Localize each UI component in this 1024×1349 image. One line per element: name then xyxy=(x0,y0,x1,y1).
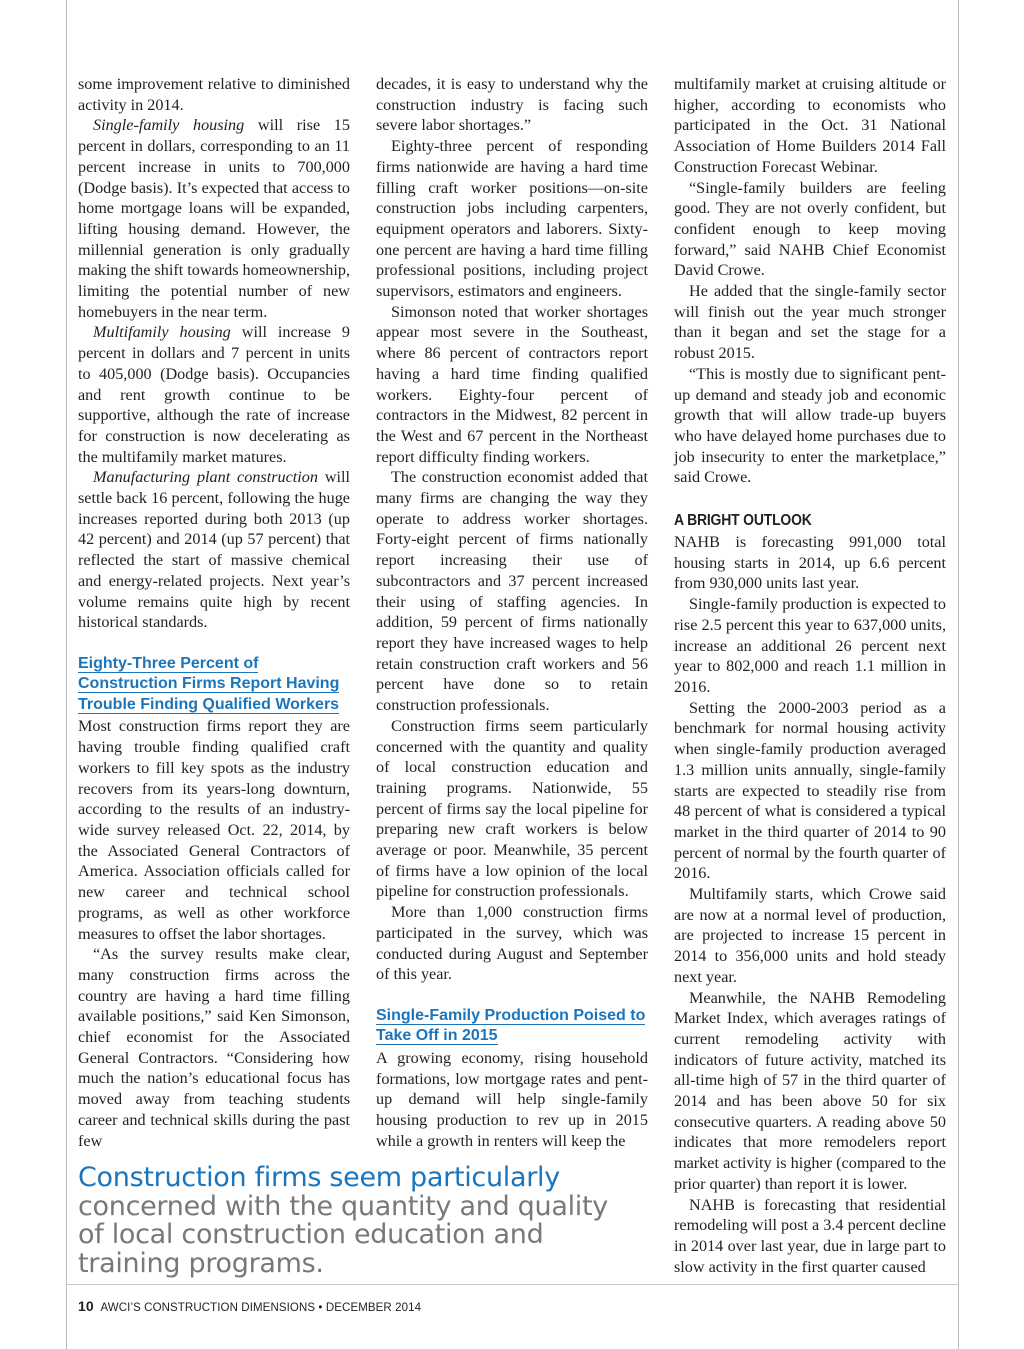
section-heading-workers xyxy=(78,654,350,716)
paragraph: NAHB is forecasting 991,000 total housing starts in 2014, up 6.6 percent from 930,000 units last year. xyxy=(674,533,946,593)
section-heading-text: Eighty-Three Percent of Construction Firms Report Having Trouble Finding Qualified Workers xyxy=(78,654,340,713)
paragraph: Construction firms seem particularly concerned with the quantity and quality of local construction education and training programs. Nationwide, 55 percent of firms say the local pipeline for preparing new craft workers is below average or poor. Meanwhile, 35 percent of firms have a low opinion of the local pipeline for construction professionals. xyxy=(376,716,648,901)
paragraph-text: will increase 9 percent in dollars and 7 percent in units to 405,000 (Dodge basis). Occupancies and rent growth continue to be supportive, although the rate of increase for construction is now decelerating as the multifamily market matures. xyxy=(78,323,351,466)
paragraph: He added that the single-family sector will finish out the year much stronger than it began and set the stage for a robust 2015. xyxy=(674,282,946,363)
article-column-1 xyxy=(78,74,350,1151)
left-margin-rule xyxy=(66,0,67,1349)
paragraph: A growing economy, rising household formations, low mortgage rates and pent-up demand will help single-family housing production to rev up in 2015 while a growth in renters will keep the xyxy=(376,1048,648,1150)
paragraph: Most construction firms report they are having trouble finding qualified craft workers to fill key spots as the industry recovers from its years-long downturn, according to the results of an industry-wide survey released Oct. 22, 2014, by the Associated General Contractors of America. Association officials called for new career and technical school programs, as well as other workforce measures to offset the labor shortages. xyxy=(78,717,350,943)
paragraph: More than 1,000 construction firms participated in the survey, which was conducted during August and September of this year. xyxy=(376,903,648,984)
section-heading-bright-outlook: A BRIGHT OUTLOOK xyxy=(674,512,812,530)
page-footer xyxy=(78,1298,421,1314)
paragraph: Setting the 2000-2003 period as a benchmark for normal housing activity when single-family production averaged 1.3 million units annually, single-family starts are expected to steadily rise from 48 percent of what is considered a typical market in the third quarter of 2014 to 90 percent of normal by the fourth quarter of 2016. xyxy=(674,698,946,883)
paragraph: some improvement relative to diminished activity in 2014. xyxy=(78,75,350,114)
pull-quote xyxy=(78,1164,638,1278)
paragraph: “As the survey results make clear, many construction firms across the country are having a hard time filling available positions,” said Ken Simonson, chief economist for the Associated General Contractors. “Considering how much the nation’s educational focus has moved away from teaching students career and technical skills during the past few xyxy=(78,945,350,1150)
paragraph-text: will rise 15 percent in dollars, corresponding to an 11 percent increase in units to 700,000 (Dodge basis). It’s expected that access to home mortgage loans will be expanded, lifting housing demand. However, the millennial generation is only gradually making the shift towards homeownership, limiting the potential number of new homebuyers in the near term. xyxy=(78,116,350,321)
footer-divider xyxy=(66,1284,958,1285)
paragraph: Multifamily starts, which Crowe said are now at a normal level of production, are projected to increase 15 percent in 2014 to 356,000 units and hold steady next year. xyxy=(674,885,946,986)
paragraph: Meanwhile, the NAHB Remodeling Market Index, which averages ratings of current remodeling activity with indicators of future activity, matched its all-time high of 57 in the third quarter of 2014 and has been above 50 for six consecutive quarters. A reading above 50 indicates that more remodelers report market activity is higher (compared to the prior quarter) than report it is lower. xyxy=(674,988,946,1193)
right-margin-rule xyxy=(958,0,959,1349)
pull-quote-highlight: Construction firms seem particularly xyxy=(78,1162,560,1193)
page-number: 10 xyxy=(78,1298,94,1314)
paragraph xyxy=(78,467,350,633)
article-column-3 xyxy=(674,74,946,1277)
section-heading-single-family xyxy=(376,1006,648,1047)
paragraph: decades, it is easy to understand why the construction industry is facing such severe labor shortages.” xyxy=(376,75,648,135)
publication-line: AWCI’S CONSTRUCTION DIMENSIONS • DECEMBER 2014 xyxy=(100,1302,422,1314)
paragraph xyxy=(78,115,350,322)
paragraph: NAHB is forecasting that residential remodeling will post a 3.4 percent decline in 2014 over last year, due in large part to slow activity in the first quarter caused xyxy=(674,1195,946,1276)
paragraph xyxy=(78,322,350,467)
paragraph: The construction economist added that many firms are changing the way they operate to address worker shortages. Forty-eight percent of firms nationally report increasing their use of subcontractors and 37 percent increased their using of staffing agencies. In addition, 59 percent of firms nationally report they have increased wages to help retain construction craft workers and 56 percent have done so to retain construction professionals. xyxy=(376,468,648,715)
lead-in-italic: Single-family housing xyxy=(93,116,245,135)
paragraph-text: will settle back 16 percent, following the huge increases reported during both 2013 (up 42 percent) and 2014 (up 57 percent) that reflected the start of massive chemical and energy-related projects. Next year’s volume remains quite high by recent historical standards. xyxy=(78,468,350,632)
paragraph: multifamily market at cruising altitude or higher, according to economists who participated in the Oct. 31 National Association of Home Builders 2014 Fall Construction Forecast Webinar. xyxy=(674,75,946,176)
paragraph: Single-family production is expected to rise 2.5 percent this year to 637,000 units, increase an additional 26 percent next year to 802,000 and reach 1.1 million in 2016. xyxy=(674,595,946,696)
paragraph: Eighty-three percent of responding firms nationwide are having a hard time filling craft worker positions—on-site construction jobs including carpenters, equipment operators and laborers. Sixty-one percent are having a hard time filling professional positions, including project supervisors, estimators and engineers. xyxy=(376,137,648,301)
paragraph: “This is mostly due to significant pent-up demand and steady job and economic growth that will allow trade-up buyers who have delayed home purchases due to job insecurity to enter the marketplace,” said Crowe. xyxy=(674,364,946,487)
paragraph: “Single-family builders are feeling good. They are not overly confident, but confident enough to keep moving forward,” said NAHB Chief Economist David Crowe. xyxy=(674,178,946,280)
section-heading-text: Single-Family Production Poised to Take Off in 2015 xyxy=(376,1006,646,1045)
lead-in-italic: Manufacturing plant construction xyxy=(93,468,318,487)
lead-in-italic: Multifamily housing xyxy=(93,323,231,342)
article-column-2 xyxy=(376,74,648,1151)
paragraph: Simonson noted that worker shortages appear most severe in the Southeast, where 86 percent of contractors report having a hard time finding qualified workers. Eighty-four percent of contractors in the Midwest, 82 percent in the West and 67 percent in the Northeast report difficulty finding workers. xyxy=(376,302,648,466)
pull-quote-body: concerned with the quantity and quality of local construction education and training programs. xyxy=(78,1190,608,1279)
